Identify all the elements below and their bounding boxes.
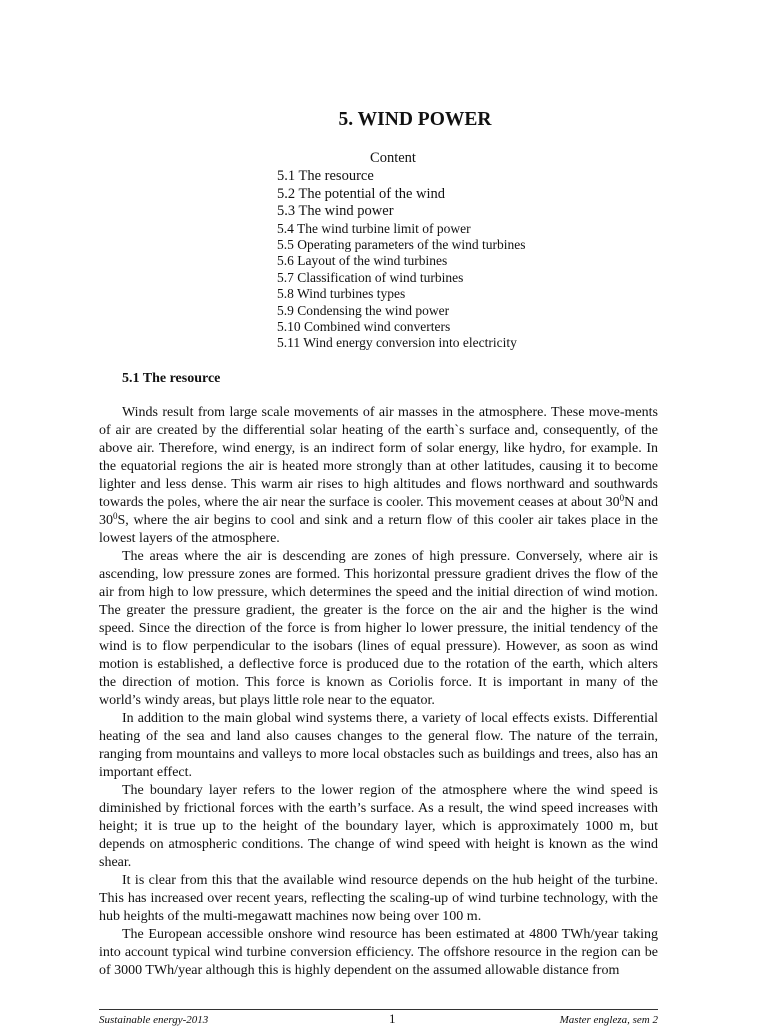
paragraph-text: N and 30 <box>99 495 658 528</box>
table-of-contents <box>277 168 526 352</box>
paragraph: The European accessible onshore wind resource has been estimated at 4800 TWh/year taking into account typical wind turbine conversion efficiency. The offshore resource in the region can be of 3000 TWh/year although this is highly dependent on the assumed allowable distance from <box>99 927 658 978</box>
footer-program: Master engleza, sem 2 <box>559 1014 658 1026</box>
paragraph: In addition to the main global wind systems there, a variety of local effects exists. Differential heating of the sea and land also causes changes to the general flow. The nature of the terrain, ranging from mountains and valleys to more local obstacles such as buildings and trees, also has an important effect. <box>99 711 658 780</box>
toc-heading: Content <box>370 150 416 166</box>
toc-item: 5.2 The potential of the wind <box>277 185 446 202</box>
toc-item: 5.10 Combined wind converters <box>277 318 451 334</box>
paragraph: The areas where the air is descending are zones of high pressure. Conversely, where air is ascending, low pressure zones are formed. This horizontal pressure gradient drives the flow of the air from high to low pressure, which determines the speed and the initial direction of wind motion. The greater the pressure gradient, the greater is the force on the air and the higher is the wind speed. Since the direction of the force is from higher lo lower pressure, the initial tendency of the wind is to flow perpendicular to the isobars (lines of equal pressure). However, as soon as wind motion is established, a deflective force is produced due to the rotation of the earth, which alters the direction of motion. This force is known as Coriolis force. It is important in many of the world’s windy areas, but plays little role near to the equator. <box>99 549 658 708</box>
toc-item: 5.5 Operating parameters of the wind turbines <box>277 236 526 252</box>
toc-item: 5.11 Wind energy conversion into electricity <box>277 335 517 351</box>
footer-rule <box>99 1009 658 1010</box>
toc-item: 5.7 Classification of wind turbines <box>277 269 464 285</box>
paragraph-text: Winds result from large scale movements of air masses in the atmosphere. These move-ments of air are created by the differential solar heating of the earth`s surface and, consequently, of the above air. Therefore, wind energy, is an indirect form of solar energy, like hydro, for example. In the equatorial regions the air is heated more strongly than at other latitudes, causing it to become lighter and less dense. This warm air rises to high altitudes and flows northward and southwards towards the poles, where the air near the surface is cooler. This movement ceases at about 30 <box>99 405 658 510</box>
toc-item: 5.3 The wind power <box>277 203 394 219</box>
toc-item: 5.4 The wind turbine limit of power <box>277 220 471 236</box>
toc-item: 5.6 Layout of the wind turbines <box>277 253 448 269</box>
paragraph: The boundary layer refers to the lower region of the atmosphere where the wind speed is diminished by frictional forces with the earth’s surface. As a result, the wind speed increases with height; it is true up to the height of the boundary layer, which is approximately 1000 m, but depends on atmospheric conditions. The change of wind speed with height is known as the wind shear. <box>99 783 658 870</box>
chapter-title: 5. WIND POWER <box>338 109 492 130</box>
degree-superscript: 0 <box>113 511 118 521</box>
toc-item: 5.9 Condensing the wind power <box>277 302 450 318</box>
toc-item: 5.1 The resource <box>277 168 374 184</box>
section-body <box>99 404 658 980</box>
page-number: 1 <box>389 1011 396 1026</box>
paragraph: It is clear from this that the available wind resource depends on the hub height of the turbine. This has increased over recent years, reflecting the scaling-up of wind turbine technology, with the hub heights of the multi-megawatt machines now being over 100 m. <box>99 873 658 924</box>
paragraph-text: S, where the air begins to cool and sink and a return flow of this cooler air takes place in the lowest layers of the atmosphere. <box>99 513 658 546</box>
footer-course: Sustainable energy-2013 <box>99 1014 209 1026</box>
section-heading: 5.1 The resource <box>122 371 221 386</box>
degree-superscript: 0 <box>619 493 625 503</box>
toc-item: 5.8 Wind turbines types <box>277 286 406 302</box>
paragraph <box>99 404 658 548</box>
